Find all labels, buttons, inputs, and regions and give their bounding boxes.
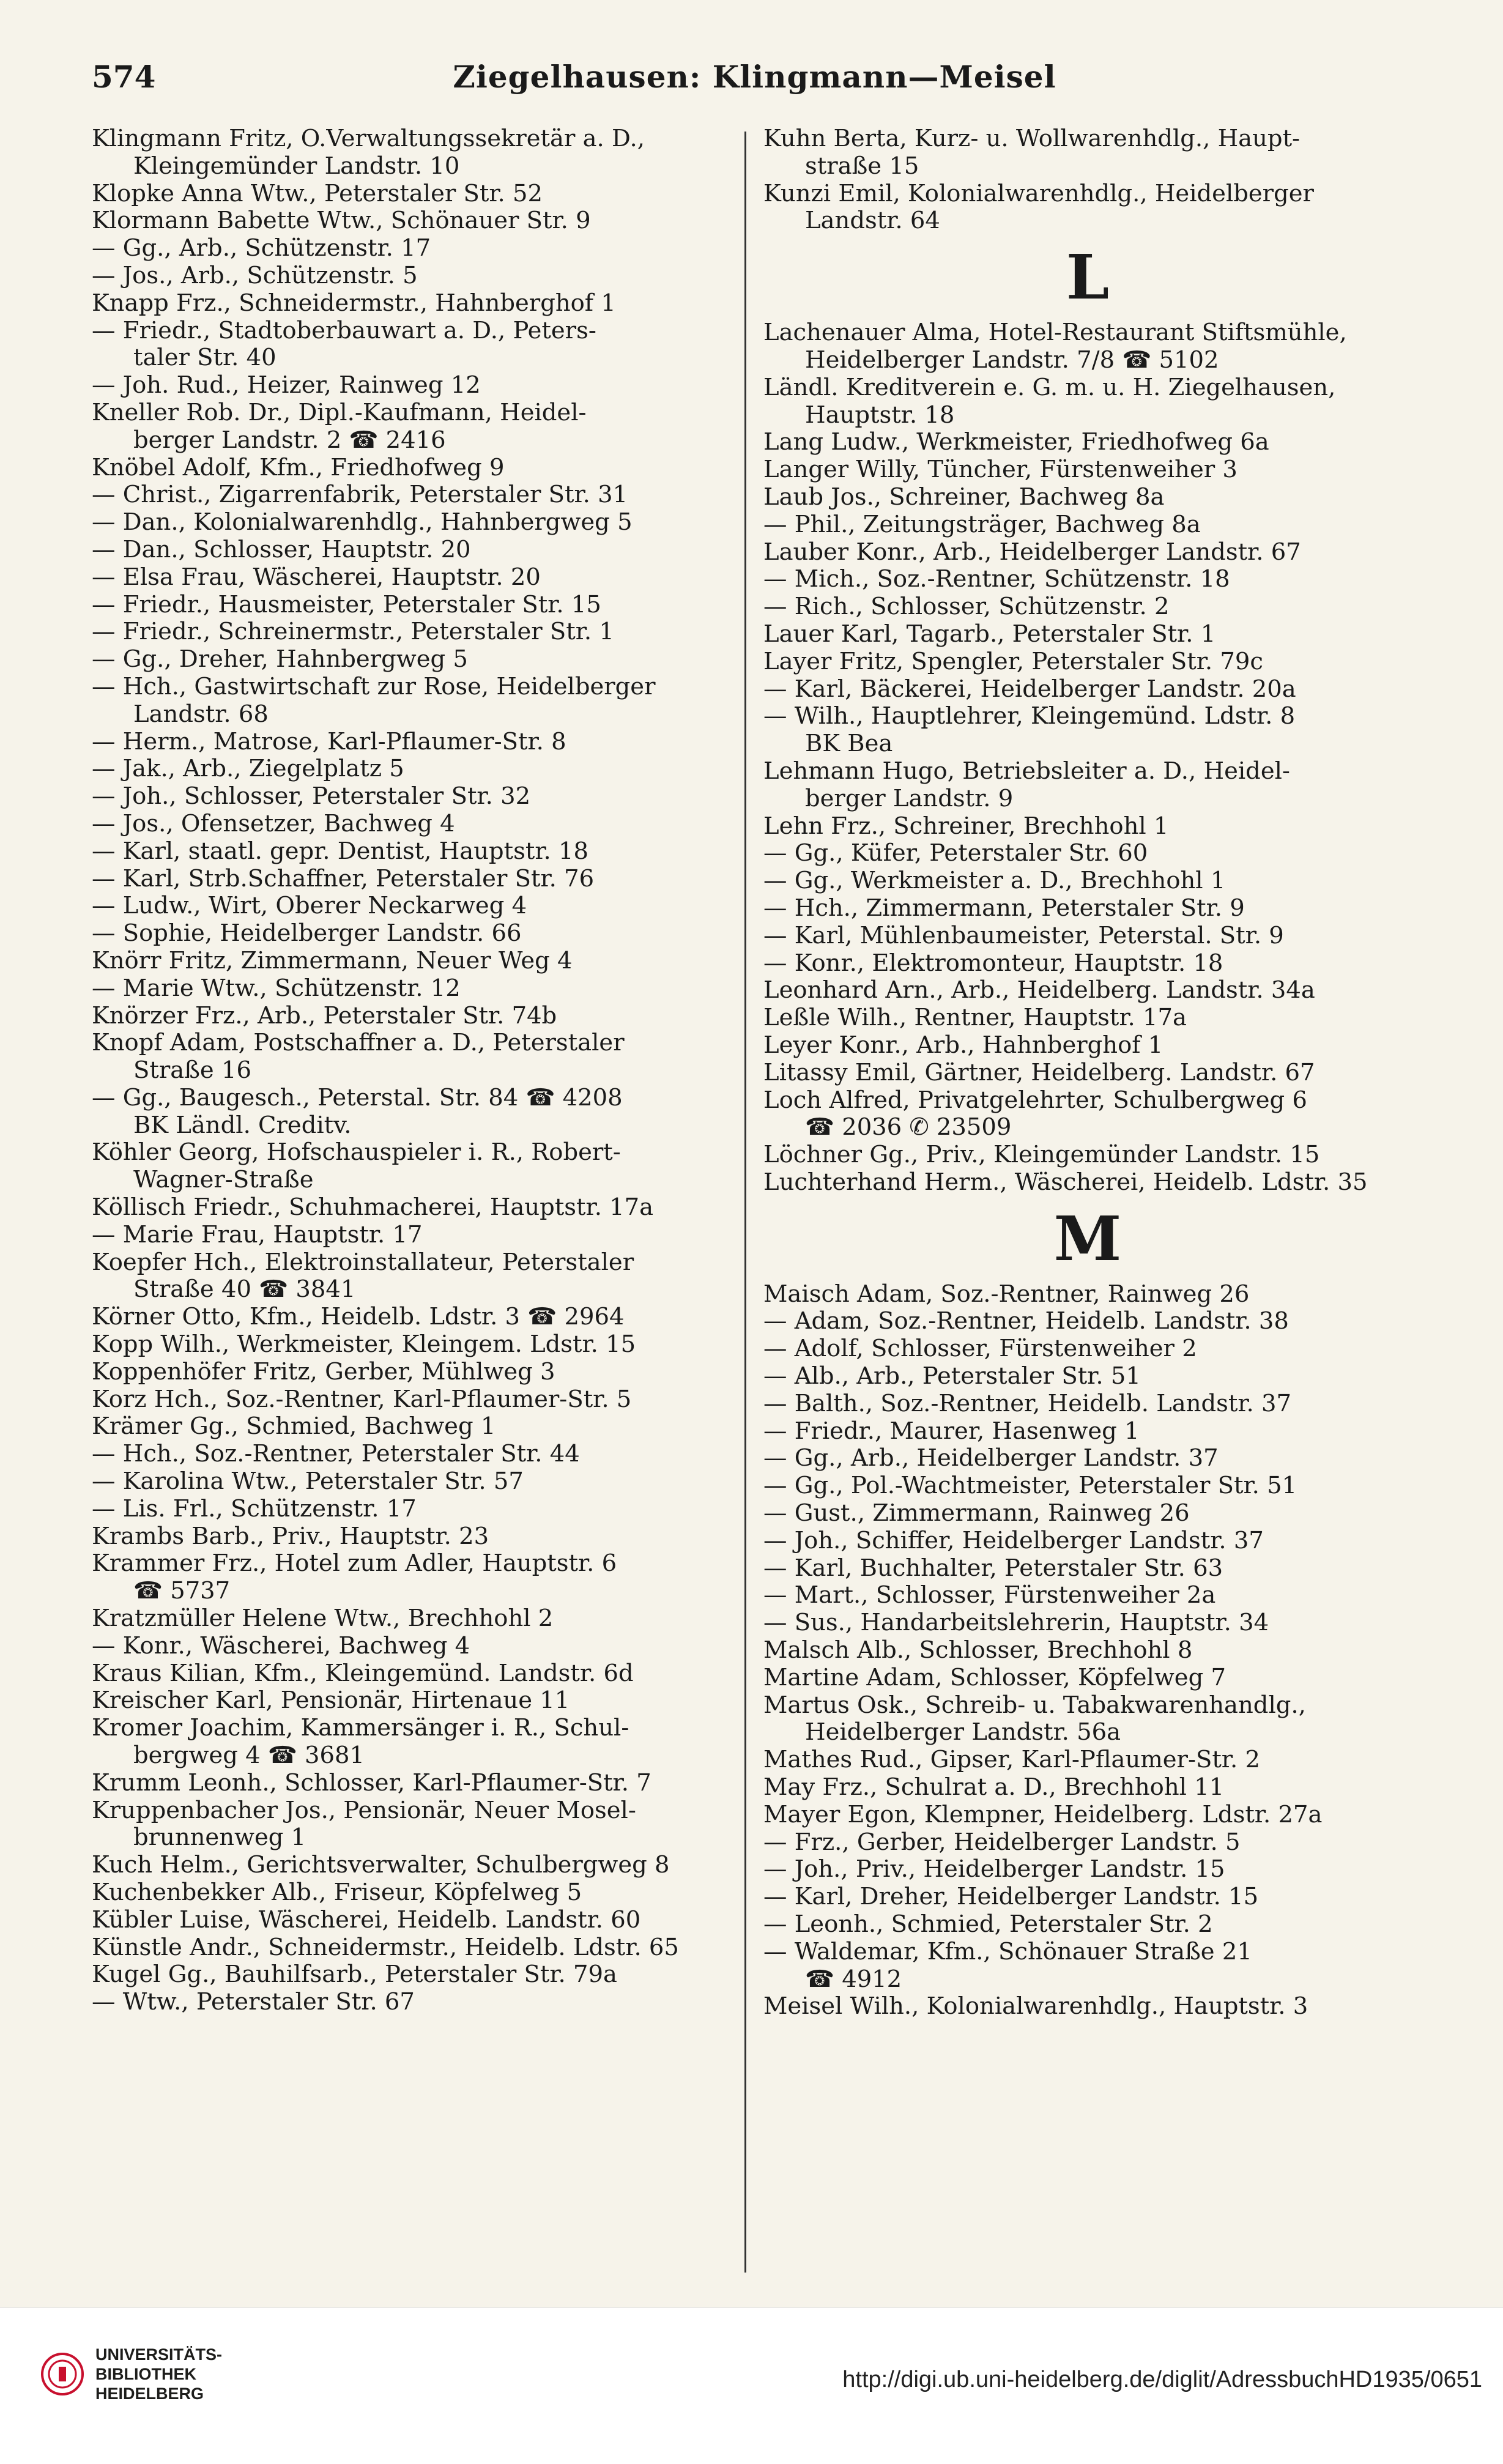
entry-line: — Joh., Schlosser, Peterstaler Str. 32: [92, 782, 531, 811]
entry-continuation-line: ☎ 2036 ✆ 23509: [805, 1113, 1012, 1141]
entry-line: — Wilh., Hauptlehrer, Kleingemünd. Ldstr. 8: [763, 702, 1296, 730]
entry-line: Luchterhand Herm., Wäscherei, Heidelb. Ldstr. 35: [763, 1168, 1368, 1196]
directory-entry: [763, 456, 1412, 484]
entry-line: — Adam, Soz.-Rentner, Heidelb. Landstr. 38: [763, 1307, 1289, 1335]
source-url-link[interactable]: http://digi.ub.uni-heidelberg.de/diglit/AdressbuchHD1935/0651: [842, 2367, 1482, 2392]
section-l: [763, 319, 1412, 1197]
entry-line: — Mich., Soz.-Rentner, Schützenstr. 18: [763, 565, 1230, 593]
entry-line: Lauer Karl, Tagarb., Peterstaler Str. 1: [763, 620, 1216, 648]
entry-line: — Gg., Baugesch., Peterstal. Str. 84 ☎ 4208: [92, 1083, 623, 1111]
entry-line: Knapp Frz., Schneidermstr., Hahnberghof 1: [92, 289, 616, 317]
entry-line: Löchner Gg., Priv., Kleingemünder Landstr. 15: [763, 1141, 1320, 1169]
directory-entry: [763, 1390, 1412, 1418]
entry-line: May Frz., Schulrat a. D., Brechhohl 11: [763, 1773, 1225, 1802]
directory-entry: [92, 948, 721, 975]
directory-entry: [92, 290, 721, 317]
directory-entry: [763, 1939, 1412, 1994]
entry-line: — Balth., Soz.-Rentner, Heidelb. Landstr. 37: [763, 1389, 1291, 1417]
entry-line: — Lis. Frl., Schützenstr. 17: [92, 1494, 417, 1523]
library-name: UNIVERSITÄTS- BIBLIOTHEK HEIDELBERG: [95, 2345, 223, 2403]
directory-entry: [92, 618, 721, 646]
entry-line: — Jak., Arb., Ziegelplatz 5: [92, 755, 404, 783]
entry-line: Koepfer Hch., Elektroinstallateur, Peterstaler: [92, 1248, 634, 1276]
entry-line: — Karl, Mühlenbaumeister, Peterstal. Str. 9: [763, 921, 1284, 949]
entry-line: Köhler Georg, Hofschauspieler i. R., Robert-: [92, 1138, 621, 1167]
directory-entry: [92, 1550, 721, 1605]
entry-line: Layer Fritz, Spengler, Peterstaler Str. 79c: [763, 647, 1263, 675]
entry-line: — Karl, Dreher, Heidelberger Landstr. 15: [763, 1883, 1259, 1911]
directory-entry: [92, 481, 721, 509]
directory-entry: [92, 1003, 721, 1030]
directory-entry: [763, 1308, 1412, 1335]
entry-continuation-line: berger Landstr. 9: [805, 784, 1014, 812]
directory-entry: [763, 676, 1412, 703]
entry-line: — Friedr., Schreinermstr., Peterstaler Str. 1: [92, 618, 614, 646]
directory-entry: [763, 867, 1412, 895]
directory-entry: [763, 180, 1412, 236]
entry-line: — Ludw., Wirt, Oberer Neckarweg 4: [92, 892, 527, 920]
library-logo[interactable]: [40, 2345, 222, 2403]
entry-line: Kopp Wilh., Werkmeister, Kleingem. Ldstr. 15: [92, 1330, 636, 1359]
entry-continuation-line: straße 15: [805, 152, 919, 180]
directory-entry: [92, 975, 721, 1003]
entry-line: Kromer Joachim, Kammersänger i. R., Schul-: [92, 1714, 629, 1742]
directory-entry: [92, 1523, 721, 1551]
directory-entry: [763, 703, 1412, 758]
entry-line: — Jos., Ofensetzer, Bachweg 4: [92, 809, 455, 837]
directory-entry: [92, 838, 721, 866]
directory-entry: [763, 1637, 1412, 1664]
entry-continuation-line: Straße 16: [133, 1056, 251, 1085]
directory-entry: [92, 1441, 721, 1468]
directory-entry: [763, 1829, 1412, 1857]
entry-line: — Konr., Elektromonteur, Hauptstr. 18: [763, 949, 1223, 977]
entry-line: — Leonh., Schmied, Peterstaler Str. 2: [763, 1910, 1213, 1939]
directory-entry: [763, 1911, 1412, 1939]
directory-entry: [92, 729, 721, 756]
entry-line: Kneller Rob. Dr., Dipl.-Kaufmann, Heidel-: [92, 398, 587, 426]
directory-entry: [92, 674, 721, 729]
entry-line: — Joh., Priv., Heidelberger Landstr. 15: [763, 1855, 1225, 1883]
entry-line: Kuch Helm., Gerichtsverwalter, Schulbergweg 8: [92, 1851, 670, 1879]
entry-line: Knörr Fritz, Zimmermann, Neuer Weg 4: [92, 946, 573, 974]
letter-heading-l: L: [1066, 241, 1110, 314]
entry-line: Kunzi Emil, Kolonialwarenhdlg., Heidelberger: [763, 179, 1314, 207]
entry-line: Litassy Emil, Gärtner, Heidelberg. Landstr. 67: [763, 1058, 1315, 1086]
directory-entry: [92, 1194, 721, 1222]
entry-line: Korz Hch., Soz.-Rentner, Karl-Pflaumer-Str. 5: [92, 1385, 632, 1413]
entry-line: — Dan., Kolonialwarenhdlg., Hahnbergweg 5: [92, 508, 633, 536]
column-divider: [744, 132, 746, 2273]
directory-entry: [763, 1856, 1412, 1883]
entry-line: — Wtw., Peterstaler Str. 67: [92, 1988, 415, 2016]
entry-line: — Sophie, Heidelberger Landstr. 66: [92, 919, 522, 948]
directory-entry: [763, 840, 1412, 867]
directory-entry: [92, 1852, 721, 1879]
entry-line: Lehmann Hugo, Betriebsleiter a. D., Heidel-: [763, 757, 1290, 785]
directory-entry: [763, 1059, 1412, 1087]
entry-continuation-line: ☎ 4912: [805, 1965, 902, 1993]
entry-line: — Friedr., Maurer, Hasenweg 1: [763, 1417, 1140, 1445]
entry-line: Leonhard Arn., Arb., Heidelberg. Landstr. 34a: [763, 976, 1315, 1004]
directory-entry: [92, 1715, 721, 1770]
library-seal-icon: [40, 2352, 84, 2396]
page-header: [92, 48, 1417, 109]
entry-line: — Gg., Küfer, Peterstaler Str. 60: [763, 839, 1148, 867]
directory-entry: [92, 1085, 721, 1140]
entry-continuation-line: Kleingemünder Landstr. 10: [133, 152, 460, 180]
directory-entry: [763, 1582, 1412, 1609]
directory-entry: [92, 892, 721, 920]
directory-entry: [763, 566, 1412, 593]
directory-entry: [92, 564, 721, 592]
directory-entry: [92, 125, 721, 180]
entry-continuation-line: Landstr. 68: [133, 700, 269, 728]
directory-entry: [92, 235, 721, 262]
entry-line: Langer Willy, Tüncher, Fürstenweiher 3: [763, 456, 1238, 484]
entry-continuation-line: ☎ 5737: [133, 1577, 231, 1605]
entry-line: Klingmann Fritz, O.Verwaltungssekretär a. D.,: [92, 125, 645, 152]
footer-bar: [0, 2307, 1503, 2464]
directory-entry: [763, 813, 1412, 841]
entry-line: Ländl. Kreditverein e. G. m. u. H. Ziegelhausen,: [763, 373, 1336, 401]
entry-line: Kraus Kilian, Kfm., Kleingemünd. Landstr. 6d: [92, 1659, 634, 1687]
directory-entry: [92, 646, 721, 674]
directory-entry: [763, 539, 1412, 566]
directory-entry: [763, 895, 1412, 922]
entry-line: Meisel Wilh., Kolonialwarenhdlg., Hauptstr. 3: [763, 1992, 1308, 2021]
directory-entry: [763, 922, 1412, 950]
entry-line: Lauber Konr., Arb., Heidelberger Landstr. 67: [763, 538, 1301, 566]
directory-entry: [92, 1413, 721, 1441]
entry-line: Krämer Gg., Schmied, Bachweg 1: [92, 1412, 496, 1441]
entry-continuation-line: Hauptstr. 18: [805, 401, 955, 429]
entry-line: — Christ., Zigarrenfabrik, Peterstaler Str. 31: [92, 481, 628, 509]
entry-continuation-line: Landstr. 64: [805, 207, 940, 235]
directory-entry: [92, 1468, 721, 1496]
entry-line: Koppenhöfer Fritz, Gerber, Mühlweg 3: [92, 1357, 555, 1386]
directory-entry: [92, 1797, 721, 1852]
directory-entry: [763, 1445, 1412, 1472]
entry-line: — Gg., Pol.-Wachtmeister, Peterstaler Str. 51: [763, 1472, 1297, 1500]
directory-entry: [92, 1770, 721, 1797]
directory-entry: [763, 319, 1412, 374]
entry-line: — Joh. Rud., Heizer, Rainweg 12: [92, 371, 481, 399]
entry-line: Knörzer Frz., Arb., Peterstaler Str. 74b: [92, 1001, 557, 1030]
directory-entry: [763, 950, 1412, 978]
directory-entry: [92, 1879, 721, 1907]
directory-entry: [92, 1961, 721, 1989]
entry-line: Körner Otto, Kfm., Heidelb. Ldstr. 3 ☎ 2964: [92, 1303, 625, 1331]
directory-entry: [763, 1141, 1412, 1169]
entry-line: — Dan., Schlosser, Hauptstr. 20: [92, 535, 471, 563]
directory-entry: [92, 399, 721, 455]
directory-entry: [92, 536, 721, 564]
entry-line: Mayer Egon, Klempner, Heidelberg. Ldstr. 27a: [763, 1800, 1323, 1828]
entry-line: Leßle Wilh., Rentner, Hauptstr. 17a: [763, 1004, 1187, 1032]
entry-line: — Gg., Arb., Schützenstr. 17: [92, 234, 431, 262]
entry-continuation-line: bergweg 4 ☎ 3681: [133, 1742, 365, 1770]
directory-entry: [92, 317, 721, 373]
entry-line: Kruppenbacher Jos., Pensionär, Neuer Mosel-: [92, 1796, 636, 1824]
entry-line: — Karl, staatl. gepr. Dentist, Hauptstr. 18: [92, 837, 589, 865]
entry-line: — Jos., Arb., Schützenstr. 5: [92, 261, 418, 289]
entry-line: Malsch Alb., Schlosser, Brechhohl 8: [763, 1636, 1193, 1664]
directory-entry: [763, 1500, 1412, 1527]
entry-line: — Karl, Buchhalter, Peterstaler Str. 63: [763, 1554, 1223, 1582]
entry-line: Kugel Gg., Bauhilfsarb., Peterstaler Str. 79a: [92, 1961, 617, 1989]
directory-entry: [763, 1692, 1412, 1747]
entry-line: Lehn Frz., Schreiner, Brechhohl 1: [763, 812, 1169, 840]
entry-line: — Friedr., Stadtoberbauwart a. D., Peters-: [92, 316, 596, 344]
directory-entry: [92, 1304, 721, 1331]
directory-entry: [92, 509, 721, 536]
directory-entry: [92, 1386, 721, 1414]
directory-entry: [763, 1169, 1412, 1197]
entry-line: Krumm Leonh., Schlosser, Karl-Pflaumer-Str. 7: [92, 1768, 651, 1797]
directory-entry: [92, 1633, 721, 1660]
directory-entry: [763, 758, 1412, 813]
letter-heading-m: M: [1053, 1202, 1122, 1275]
entry-line: Kuhn Berta, Kurz- u. Wollwarenhdlg., Haupt-: [763, 125, 1301, 152]
directory-entry: [763, 621, 1412, 648]
entry-line: Martine Adam, Schlosser, Köpfelweg 7: [763, 1663, 1226, 1691]
directory-entry: [92, 262, 721, 290]
directory-entry: [92, 811, 721, 838]
directory-entry: [763, 1472, 1412, 1500]
directory-entry: [92, 1030, 721, 1085]
entry-line: Kuchenbekker Alb., Friseur, Köpfelweg 5: [92, 1879, 582, 1906]
entry-continuation-line: taler Str. 40: [133, 344, 276, 372]
entry-continuation-line: berger Landstr. 2 ☎ 2416: [133, 426, 446, 454]
entry-line: Maisch Adam, Soz.-Rentner, Rainweg 26: [763, 1280, 1250, 1308]
directory-entry: [92, 1934, 721, 1962]
directory-entry: [763, 1774, 1412, 1802]
entry-line: Laub Jos., Schreiner, Bachweg 8a: [763, 483, 1165, 511]
entry-line: Kübler Luise, Wäscherei, Heidelb. Landstr. 60: [92, 1906, 641, 1934]
entry-line: — Joh., Schiffer, Heidelberger Landstr. 37: [763, 1526, 1264, 1554]
entry-line: Krambs Barb., Priv., Hauptstr. 23: [92, 1522, 489, 1550]
section-k-continued: [763, 125, 1412, 235]
directory-entry: [92, 1907, 721, 1934]
directory-entry: [763, 1527, 1412, 1555]
directory-entry: [92, 755, 721, 783]
entry-line: — Friedr., Hausmeister, Peterstaler Str. 15: [92, 590, 601, 618]
page-number: 574: [92, 59, 156, 95]
directory-entry: [763, 977, 1412, 1004]
entry-line: — Phil., Zeitungsträger, Bachweg 8a: [763, 510, 1201, 538]
directory-entry: [763, 1087, 1412, 1142]
entry-line: — Adolf, Schlosser, Fürstenweiher 2: [763, 1335, 1197, 1363]
entry-line: — Sus., Handarbeitslehrerin, Hauptstr. 34: [763, 1609, 1269, 1637]
entry-line: — Karl, Strb.Schaffner, Peterstaler Str. 76: [92, 864, 595, 892]
directory-entry: [92, 1605, 721, 1633]
entry-line: Knöbel Adolf, Kfm., Friedhofweg 9: [92, 453, 505, 481]
entry-line: Klopke Anna Wtw., Peterstaler Str. 52: [92, 179, 543, 207]
entry-line: — Gust., Zimmermann, Rainweg 26: [763, 1499, 1190, 1527]
directory-entry: [763, 1802, 1412, 1829]
directory-entry: [763, 1335, 1412, 1363]
directory-entry: [92, 372, 721, 399]
directory-entry: [92, 920, 721, 948]
entry-line: Krammer Frz., Hotel zum Adler, Hauptstr. 6: [92, 1549, 617, 1578]
directory-entry: [92, 1496, 721, 1523]
entry-line: — Alb., Arb., Peterstaler Str. 51: [763, 1362, 1141, 1390]
entry-line: Martus Osk., Schreib- u. Tabakwarenhandlg.,: [763, 1691, 1306, 1719]
entry-line: Künstle Andr., Schneidermstr., Heidelb. Ldstr. 65: [92, 1933, 679, 1961]
entry-continuation-line: brunnenweg 1: [133, 1824, 306, 1852]
right-column: [763, 125, 1412, 2021]
entry-line: — Konr., Wäscherei, Bachweg 4: [92, 1631, 470, 1660]
directory-entry: [763, 125, 1412, 180]
left-column: [92, 125, 721, 2016]
entry-line: Loch Alfred, Privatgelehrter, Schulbergweg 6: [763, 1086, 1307, 1114]
entry-line: — Mart., Schlosser, Fürstenweiher 2a: [763, 1581, 1216, 1609]
directory-entry: [763, 374, 1412, 429]
entry-line: Lachenauer Alma, Hotel-Restaurant Stiftsmühle,: [763, 319, 1347, 347]
section-m: [763, 1281, 1412, 2021]
directory-entry: [92, 1660, 721, 1688]
entry-line: — Waldemar, Kfm., Schönauer Straße 21: [763, 1937, 1252, 1965]
directory-entry: [763, 1746, 1412, 1774]
entry-continuation-line: Heidelberger Landstr. 7/8 ☎ 5102: [805, 346, 1219, 374]
entry-line: — Karolina Wtw., Peterstaler Str. 57: [92, 1468, 524, 1496]
directory-entry: [92, 1331, 721, 1359]
entry-line: — Frz., Gerber, Heidelberger Landstr. 5: [763, 1828, 1241, 1856]
entry-line: — Karl, Bäckerei, Heidelberger Landstr. 20a: [763, 675, 1296, 703]
entry-line: Köllisch Friedr., Schuhmacherei, Hauptstr. 17a: [92, 1193, 654, 1222]
directory-entry: [92, 207, 721, 235]
entry-line: Kreischer Karl, Pensionär, Hirtenaue 11: [92, 1687, 570, 1715]
entry-continuation-line: Straße 40 ☎ 3841: [133, 1275, 356, 1304]
entry-line: — Elsa Frau, Wäscherei, Hauptstr. 20: [92, 563, 541, 591]
entry-continuation-line: Heidelberger Landstr. 56a: [805, 1718, 1121, 1746]
directory-entry: [763, 484, 1412, 511]
directory-entry: [763, 1555, 1412, 1583]
entry-line: — Hch., Soz.-Rentner, Peterstaler Str. 44: [92, 1440, 580, 1468]
directory-entry: [763, 1032, 1412, 1059]
entry-line: Lang Ludw., Werkmeister, Friedhofweg 6a: [763, 428, 1269, 456]
directory-entry: [92, 1359, 721, 1386]
entry-continuation-line: BK Ländl. Creditv.: [133, 1111, 352, 1139]
directory-entry: [92, 1222, 721, 1249]
entry-line: — Gg., Arb., Heidelberger Landstr. 37: [763, 1444, 1219, 1472]
directory-entry: [763, 1664, 1412, 1692]
directory-entry: [92, 592, 721, 619]
entry-line: — Hch., Gastwirtschaft zur Rose, Heidelberger: [92, 672, 656, 700]
entry-line: Knopf Adam, Postschaffner a. D., Peterstaler: [92, 1029, 625, 1057]
directory-entry: [763, 593, 1412, 621]
directory-entry: [92, 1249, 721, 1304]
entry-line: — Gg., Werkmeister a. D., Brechhohl 1: [763, 867, 1226, 895]
directory-entry: [763, 1281, 1412, 1308]
directory-entry: [763, 429, 1412, 456]
entry-line: — Marie Frau, Hauptstr. 17: [92, 1220, 423, 1249]
entry-line: Mathes Rud., Gipser, Karl-Pflaumer-Str. 2: [763, 1746, 1260, 1774]
directory-entry: [763, 1363, 1412, 1390]
entry-line: Klormann Babette Wtw., Schönauer Str. 9: [92, 207, 591, 235]
directory-entry: [92, 455, 721, 482]
running-head: Ziegelhausen: Klingmann—Meisel: [453, 59, 1056, 95]
entry-line: — Gg., Dreher, Hahnbergweg 5: [92, 645, 468, 674]
directory-entry: [92, 1139, 721, 1194]
directory-entry: [763, 511, 1412, 539]
directory-entry: [92, 1687, 721, 1715]
directory-entry: [92, 180, 721, 208]
entry-continuation-line: Wagner-Straße: [133, 1166, 314, 1194]
directory-entry: [92, 1989, 721, 2016]
entry-line: Leyer Konr., Arb., Hahnberghof 1: [763, 1031, 1163, 1059]
entry-continuation-line: BK Bea: [805, 730, 893, 758]
directory-entry: [763, 1993, 1412, 2021]
entry-line: — Herm., Matrose, Karl-Pflaumer-Str. 8: [92, 727, 566, 755]
entry-line: — Rich., Schlosser, Schützenstr. 2: [763, 593, 1170, 621]
directory-entry: [763, 1004, 1412, 1032]
directory-entry: [763, 1883, 1412, 1911]
directory-entry: [763, 1418, 1412, 1445]
entry-line: — Marie Wtw., Schützenstr. 12: [92, 974, 461, 1002]
entry-line: — Hch., Zimmermann, Peterstaler Str. 9: [763, 894, 1245, 922]
directory-entry: [763, 1609, 1412, 1637]
directory-entry: [763, 648, 1412, 676]
directory-entry: [92, 866, 721, 893]
directory-entry: [92, 783, 721, 811]
entry-line: Kratzmüller Helene Wtw., Brechhohl 2: [92, 1605, 554, 1633]
